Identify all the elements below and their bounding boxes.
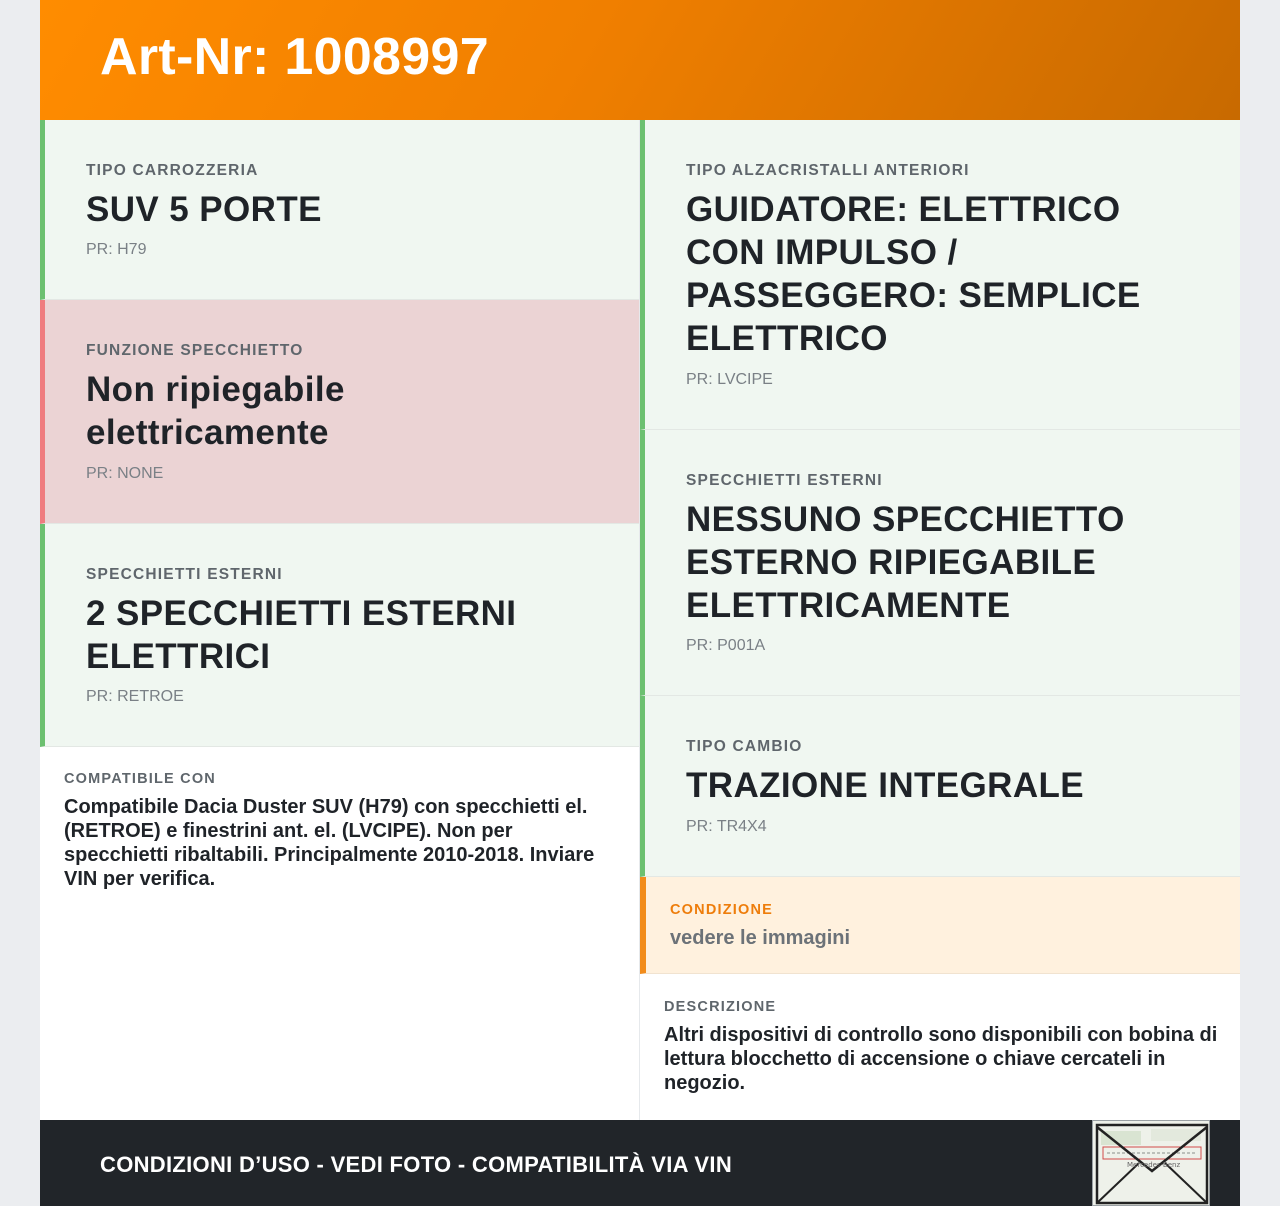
description-line: lettura blocchetto di accensione o chiave cercateli in <box>664 1048 1166 1070</box>
header-banner <box>40 0 1240 120</box>
spec-value-line: PASSEGGERO: SEMPLICE <box>686 276 1141 315</box>
right-column <box>640 120 1240 1120</box>
spec-card-transmission <box>640 696 1240 877</box>
spec-card-exterior-mirrors <box>40 524 639 747</box>
left-column <box>40 120 640 1120</box>
thumbnail-brand-text: Mercedes-Benz <box>1127 1161 1181 1169</box>
condition-block <box>640 877 1240 974</box>
condition-value: vedere le immagini <box>670 927 851 949</box>
spec-label: TIPO ALZACRISTALLI ANTERIORI <box>686 162 970 179</box>
spec-grid <box>40 120 1240 1120</box>
footer-bar <box>40 1120 1240 1206</box>
description-line: Altri dispositivi di controllo sono disponibili con bobina di <box>664 1024 1218 1046</box>
spec-value-line: 2 SPECCHIETTI ESTERNI <box>86 594 517 633</box>
article-number-title: Art-Nr: 1008997 <box>100 28 489 86</box>
footer-links[interactable]: CONDIZIONI D’USO - VEDI FOTO - COMPATIBILITÀ VIA VIN <box>100 1152 733 1177</box>
spec-value-line: ELETTRICI <box>86 637 271 676</box>
spec-card-exterior-mirrors-right <box>640 430 1240 696</box>
pr-code: PR: LVCIPE <box>686 371 773 388</box>
spec-label: TIPO CAMBIO <box>686 738 803 755</box>
compatibility-label: COMPATIBILE CON <box>64 771 216 787</box>
spec-value <box>86 368 345 454</box>
pr-code: PR: H79 <box>86 241 147 258</box>
spec-label: SPECCHIETTI ESTERNI <box>686 472 883 489</box>
compatibility-line: Compatibile Dacia Duster SUV (H79) con specchietti el. <box>64 796 588 818</box>
spec-value <box>86 592 516 678</box>
compatibility-text <box>64 795 624 891</box>
spec-card-body-type <box>40 120 639 300</box>
description-line: negozio. <box>664 1072 746 1094</box>
compatibility-block <box>64 771 624 891</box>
condition-label: CONDIZIONE <box>670 902 774 918</box>
pr-code: PR: P001A <box>686 637 766 654</box>
pr-code: PR: NONE <box>86 465 164 482</box>
description-label: DESCRIZIONE <box>664 999 777 1015</box>
spec-value <box>686 498 1125 627</box>
description-block <box>664 999 1224 1095</box>
spec-value-line: ELETTRICAMENTE <box>686 586 1011 625</box>
pr-code: PR: TR4X4 <box>686 818 767 835</box>
spec-value <box>86 188 322 231</box>
spec-value-line: SUV 5 PORTE <box>86 190 322 229</box>
compatibility-line: (RETROE) e finestrini ant. el. (LVCIPE). Non per <box>64 820 513 842</box>
spec-card-window-regulators <box>640 120 1240 430</box>
spec-value <box>686 188 1141 360</box>
spec-value-line: NESSUNO SPECCHIETTO <box>686 500 1125 539</box>
spec-card-mirror-function <box>40 300 639 524</box>
envelope-icon <box>1093 1121 1210 1206</box>
description-text <box>664 1023 1224 1095</box>
pr-code: PR: RETROE <box>86 688 184 705</box>
spec-value-line: Non ripiegabile <box>86 370 345 409</box>
spec-value-line: elettricamente <box>86 413 329 452</box>
page <box>40 0 1240 1206</box>
photo-thumbnail[interactable] <box>1092 1120 1210 1206</box>
spec-value-line: TRAZIONE INTEGRALE <box>686 766 1085 805</box>
spec-label: SPECCHIETTI ESTERNI <box>86 566 283 583</box>
compatibility-line: specchietti ribaltabili. Principalmente 2010-2018. Inviare <box>64 844 595 866</box>
spec-value-line: CON IMPULSO / <box>686 233 958 272</box>
spec-value <box>686 764 1084 807</box>
spec-value-line: ELETTRICO <box>686 319 888 358</box>
spec-label: TIPO CARROZZERIA <box>86 162 259 179</box>
spec-value-line: ESTERNO RIPIEGABILE <box>686 543 1097 582</box>
spec-label: FUNZIONE SPECCHIETTO <box>86 342 304 359</box>
compatibility-line: VIN per verifica. <box>64 868 216 890</box>
spec-value-line: GUIDATORE: ELETTRICO <box>686 190 1121 229</box>
